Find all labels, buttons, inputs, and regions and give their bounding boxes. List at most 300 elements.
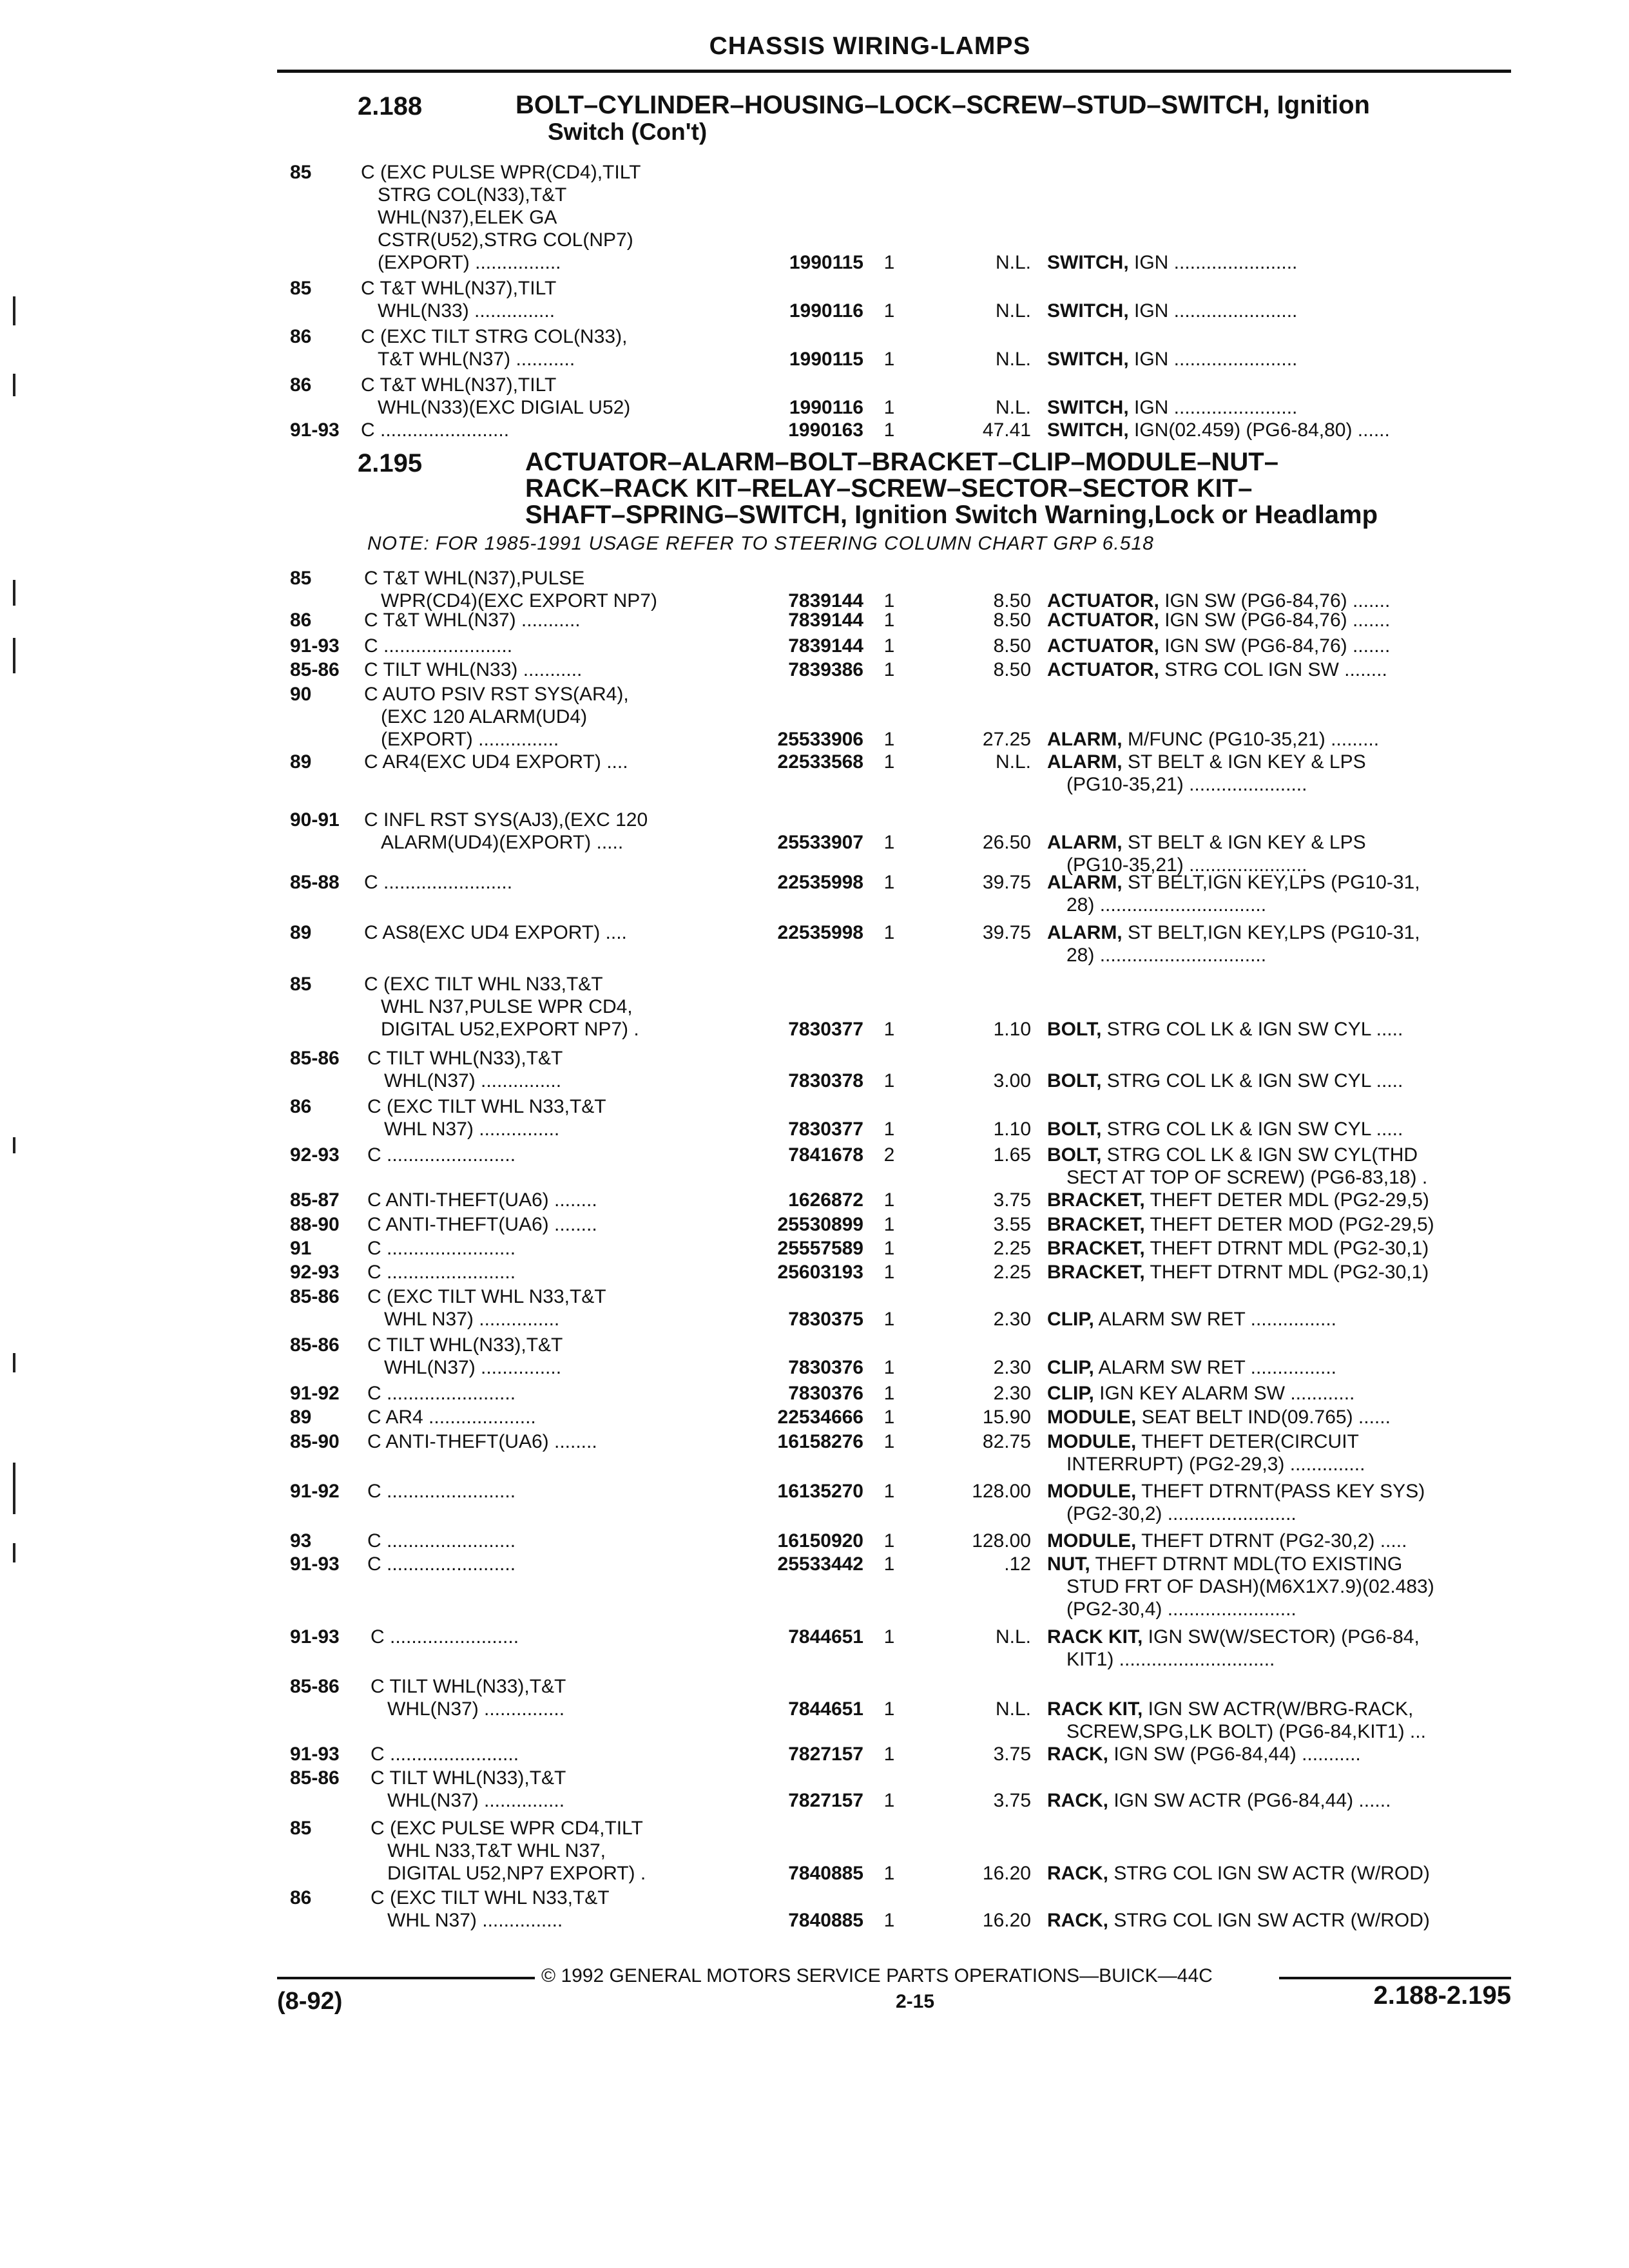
part-number: 7830377 bbox=[788, 1019, 863, 1040]
description-line: WHL(N37) ............... bbox=[387, 1790, 565, 1811]
part-name-line: SECT AT TOP OF SCREW) (PG6-83,18) . bbox=[1066, 1167, 1428, 1188]
part-number: 25603193 bbox=[777, 1262, 863, 1283]
part-name bbox=[1047, 871, 1511, 916]
part-name-keyword: BOLT, bbox=[1047, 1070, 1102, 1091]
part-name-detail: IGN SW ACTR (PG6-84,44) ...... bbox=[1108, 1790, 1391, 1811]
part-name-line: KIT1) ............................. bbox=[1066, 1649, 1275, 1670]
part-name-line bbox=[1047, 1743, 1511, 1765]
part-name bbox=[1047, 1530, 1511, 1552]
part-name-keyword: MODULE, bbox=[1047, 1431, 1137, 1452]
part-number: 22535998 bbox=[777, 922, 863, 943]
part-number: 7830375 bbox=[788, 1309, 863, 1330]
part-name-keyword: BRACKET, bbox=[1047, 1214, 1145, 1235]
part-number: 25533906 bbox=[777, 729, 863, 750]
price: 16.20 bbox=[982, 1863, 1031, 1884]
quantity: 1 bbox=[883, 1407, 895, 1428]
description-line: C TILT WHL(N33),T&T bbox=[367, 1334, 563, 1356]
price: 47.41 bbox=[982, 419, 1031, 441]
description-line: WHL N37) ............... bbox=[384, 1309, 560, 1330]
part-name-line bbox=[1047, 1018, 1511, 1041]
part-name-detail: THEFT DTRNT MDL (PG2-30,1) bbox=[1144, 1238, 1429, 1259]
quantity: 1 bbox=[883, 1357, 895, 1378]
part-name-detail: ALARM SW RET ................ bbox=[1094, 1309, 1336, 1330]
part-name-line: (PG10-35,21) ...................... bbox=[1066, 774, 1307, 795]
part-name-detail: IGN ....................... bbox=[1128, 349, 1298, 370]
header-rule bbox=[277, 70, 1511, 73]
part-name bbox=[1047, 609, 1511, 631]
quantity: 1 bbox=[883, 1309, 895, 1330]
part-name-line: STUD FRT OF DASH)(M6X1X7.9)(02.483) bbox=[1066, 1576, 1434, 1597]
model-year: 89 bbox=[290, 751, 312, 773]
part-name bbox=[1047, 1909, 1511, 1932]
model-year: 85 bbox=[290, 278, 312, 299]
description-line: C ........................ bbox=[367, 1481, 516, 1502]
model-year: 93 bbox=[290, 1530, 312, 1552]
description-line: C ........................ bbox=[367, 1144, 516, 1166]
price: N.L. bbox=[995, 252, 1031, 273]
part-name-line bbox=[1047, 1553, 1511, 1575]
price: 1.10 bbox=[993, 1019, 1031, 1040]
part-name-keyword: SWITCH, bbox=[1047, 397, 1129, 418]
part-name-keyword: CLIP, bbox=[1047, 1309, 1094, 1330]
model-year: 85-87 bbox=[290, 1189, 340, 1211]
part-name-line bbox=[1047, 348, 1511, 370]
description-line: DIGITAL U52,NP7 EXPORT) . bbox=[387, 1863, 646, 1884]
part-name bbox=[1047, 251, 1511, 274]
part-name-line bbox=[1047, 1909, 1511, 1932]
part-name-line bbox=[1047, 1144, 1511, 1166]
model-year: 90-91 bbox=[290, 809, 340, 831]
part-number: 16150920 bbox=[777, 1530, 863, 1552]
description-line: C (EXC TILT WHL N33,T&T bbox=[364, 974, 603, 995]
price: 8.50 bbox=[993, 659, 1031, 680]
part-number: 7840885 bbox=[788, 1863, 863, 1884]
part-name-detail: THEFT DETER MOD (PG2-29,5) bbox=[1144, 1214, 1434, 1235]
model-year: 85-86 bbox=[290, 1676, 340, 1697]
part-name-keyword: ALARM, bbox=[1047, 729, 1123, 750]
part-name-line bbox=[1047, 1261, 1511, 1283]
group-title-line: RACK–RACK KIT–RELAY–SCREW–SECTOR–SECTOR KIT– bbox=[525, 474, 1253, 503]
part-name-keyword: SWITCH, bbox=[1047, 349, 1129, 370]
description-line: C (EXC TILT WHL N33,T&T bbox=[367, 1096, 606, 1117]
description-line: C T&T WHL(N37),TILT bbox=[361, 278, 557, 299]
part-name-detail: IGN ....................... bbox=[1128, 300, 1298, 322]
description-line: C INFL RST SYS(AJ3),(EXC 120 bbox=[364, 809, 648, 831]
part-number: 7830376 bbox=[788, 1383, 863, 1404]
price: 16.20 bbox=[982, 1910, 1031, 1931]
part-name-line bbox=[1047, 1698, 1511, 1720]
part-name bbox=[1047, 396, 1511, 419]
part-name-detail: IGN SW (PG6-84,76) ....... bbox=[1159, 610, 1391, 631]
quantity: 1 bbox=[883, 1383, 895, 1404]
description-line: C TILT WHL(N33) ........... bbox=[364, 659, 583, 680]
quantity: 1 bbox=[883, 659, 895, 680]
description-line: C ........................ bbox=[364, 635, 513, 657]
model-year: 85 bbox=[290, 568, 312, 589]
description-line: C TILT WHL(N33),T&T bbox=[371, 1767, 566, 1789]
part-name-detail: M/FUNC (PG10-35,21) ......... bbox=[1122, 729, 1380, 750]
quantity: 1 bbox=[883, 1262, 895, 1283]
description-line: C (EXC TILT WHL N33,T&T bbox=[371, 1887, 610, 1908]
part-number: 7844651 bbox=[788, 1626, 863, 1648]
part-name-line: (PG10-35,21) ...................... bbox=[1066, 854, 1307, 876]
price: N.L. bbox=[995, 751, 1031, 773]
part-name bbox=[1047, 1356, 1511, 1379]
price: 15.90 bbox=[982, 1407, 1031, 1428]
quantity: 1 bbox=[883, 1744, 895, 1765]
part-name-keyword: RACK, bbox=[1047, 1910, 1108, 1931]
quantity: 1 bbox=[883, 1019, 895, 1040]
description-line: C AR4 .................... bbox=[367, 1407, 536, 1428]
part-name-line bbox=[1047, 751, 1511, 773]
description-line: C ANTI-THEFT(UA6) ........ bbox=[367, 1189, 597, 1211]
price: 1.65 bbox=[993, 1144, 1031, 1166]
description-line: STRG COL(N33),T&T bbox=[378, 184, 567, 206]
part-name-line: SCREW,SPG,LK BOLT) (PG6-84,KIT1) ... bbox=[1066, 1721, 1426, 1742]
model-year: 91-93 bbox=[290, 1744, 340, 1765]
model-year: 85-86 bbox=[290, 1334, 340, 1356]
part-name-line bbox=[1047, 1406, 1511, 1428]
part-name bbox=[1047, 1018, 1511, 1041]
price: 2.30 bbox=[993, 1357, 1031, 1378]
description-line: DIGITAL U52,EXPORT NP7) . bbox=[381, 1019, 639, 1040]
description-line: WHL(N33) ............... bbox=[378, 300, 555, 322]
part-name-line: INTERRUPT) (PG2-29,3) .............. bbox=[1066, 1454, 1365, 1475]
part-number: 7830377 bbox=[788, 1119, 863, 1140]
part-name-keyword: ACTUATOR, bbox=[1047, 635, 1159, 657]
part-name bbox=[1047, 1308, 1511, 1331]
model-year: 85-86 bbox=[290, 1767, 340, 1789]
part-number: 7839144 bbox=[788, 635, 863, 657]
part-name-keyword: ACTUATOR, bbox=[1047, 659, 1159, 680]
part-name-keyword: BRACKET, bbox=[1047, 1262, 1145, 1283]
model-year: 89 bbox=[290, 922, 312, 943]
price: 2.25 bbox=[993, 1262, 1031, 1283]
part-name-line bbox=[1047, 1189, 1511, 1211]
part-name-keyword: RACK, bbox=[1047, 1790, 1108, 1811]
description-line: C ANTI-THEFT(UA6) ........ bbox=[367, 1431, 597, 1452]
quantity: 1 bbox=[883, 1790, 895, 1811]
quantity: 1 bbox=[883, 349, 895, 370]
part-name-detail: ALARM SW RET ................ bbox=[1094, 1357, 1336, 1378]
part-name-keyword: SWITCH, bbox=[1047, 300, 1129, 322]
price: 8.50 bbox=[993, 590, 1031, 611]
scan-edge-mark bbox=[13, 1463, 15, 1514]
group-number: 2.195 bbox=[358, 449, 423, 477]
part-name-keyword: MODULE, bbox=[1047, 1530, 1137, 1552]
part-name-keyword: ALARM, bbox=[1047, 872, 1123, 893]
part-name-keyword: RACK KIT, bbox=[1047, 1626, 1143, 1648]
part-number: 7827157 bbox=[788, 1744, 863, 1765]
model-year: 86 bbox=[290, 326, 312, 347]
part-name bbox=[1047, 1743, 1511, 1765]
description-line: WHL(N37) ............... bbox=[384, 1357, 562, 1378]
part-name-line bbox=[1047, 1789, 1511, 1812]
part-name-line bbox=[1047, 251, 1511, 274]
part-name bbox=[1047, 348, 1511, 370]
part-name-detail: THEFT DTRNT (PG2-30,2) ..... bbox=[1136, 1530, 1407, 1552]
model-year: 91-92 bbox=[290, 1383, 340, 1404]
model-year: 90 bbox=[290, 684, 312, 705]
price: 1.10 bbox=[993, 1119, 1031, 1140]
description-line: C AUTO PSIV RST SYS(AR4), bbox=[364, 684, 629, 705]
part-name bbox=[1047, 1862, 1511, 1885]
part-name-line bbox=[1047, 728, 1511, 751]
price: 39.75 bbox=[982, 872, 1031, 893]
part-name-line bbox=[1047, 658, 1511, 681]
part-number: 22535998 bbox=[777, 872, 863, 893]
part-name-line bbox=[1047, 1356, 1511, 1379]
part-name bbox=[1047, 1144, 1511, 1189]
part-name-keyword: BRACKET, bbox=[1047, 1238, 1145, 1259]
model-year: 85 bbox=[290, 974, 312, 995]
description-line: WHL N37) ............... bbox=[384, 1119, 560, 1140]
part-name-keyword: BOLT, bbox=[1047, 1144, 1102, 1166]
part-name-detail: IGN SW (PG6-84,44) ........... bbox=[1108, 1744, 1361, 1765]
part-name-detail: IGN SW (PG6-84,76) ....... bbox=[1159, 590, 1391, 611]
part-name-line bbox=[1047, 419, 1511, 441]
quantity: 1 bbox=[883, 397, 895, 418]
part-name-line bbox=[1047, 831, 1511, 854]
part-name bbox=[1047, 1406, 1511, 1428]
part-name-line bbox=[1047, 1118, 1511, 1140]
part-name-detail: IGN ....................... bbox=[1128, 252, 1298, 273]
usage-note: NOTE: FOR 1985-1991 USAGE REFER TO STEERING COLUMN CHART GRP 6.518 bbox=[367, 533, 1154, 554]
description-line: (EXPORT) ............... bbox=[381, 729, 559, 750]
quantity: 1 bbox=[883, 922, 895, 943]
price: N.L. bbox=[995, 1626, 1031, 1648]
quantity: 1 bbox=[883, 1238, 895, 1259]
part-name-detail: IGN SW ACTR(W/BRG-RACK, bbox=[1142, 1698, 1414, 1720]
part-number: 7839386 bbox=[788, 659, 863, 680]
quantity: 1 bbox=[883, 1481, 895, 1502]
description-line: C T&T WHL(N37) ........... bbox=[364, 610, 581, 631]
model-year: 85-86 bbox=[290, 1048, 340, 1069]
group-title-line: BOLT–CYLINDER–HOUSING–LOCK–SCREW–STUD–SWITCH, Ignition bbox=[516, 91, 1370, 119]
quantity: 1 bbox=[883, 1070, 895, 1091]
price: 3.75 bbox=[993, 1189, 1031, 1211]
part-number: 25530899 bbox=[777, 1214, 863, 1235]
part-name bbox=[1047, 921, 1511, 966]
part-name-keyword: ALARM, bbox=[1047, 922, 1123, 943]
price: 128.00 bbox=[972, 1530, 1031, 1552]
model-year: 88-90 bbox=[290, 1214, 340, 1235]
part-name bbox=[1047, 300, 1511, 322]
part-name bbox=[1047, 1261, 1511, 1283]
price: 3.00 bbox=[993, 1070, 1031, 1091]
part-number: 7839144 bbox=[788, 590, 863, 611]
quantity: 1 bbox=[883, 872, 895, 893]
part-number: 25557589 bbox=[777, 1238, 863, 1259]
price: 82.75 bbox=[982, 1431, 1031, 1452]
part-number: 1990163 bbox=[788, 419, 863, 441]
part-name bbox=[1047, 1189, 1511, 1211]
quantity: 1 bbox=[883, 590, 895, 611]
model-year: 86 bbox=[290, 1096, 312, 1117]
description-line: C AR4(EXC UD4 EXPORT) .... bbox=[364, 751, 628, 773]
part-name-line bbox=[1047, 871, 1511, 894]
quantity: 1 bbox=[883, 1431, 895, 1452]
part-number: 16135270 bbox=[777, 1481, 863, 1502]
part-name-keyword: CLIP, bbox=[1047, 1383, 1094, 1404]
description-line: (EXC 120 ALARM(UD4) bbox=[381, 706, 588, 727]
quantity: 1 bbox=[883, 300, 895, 322]
part-name-line bbox=[1047, 609, 1511, 631]
description-line: C (EXC TILT STRG COL(N33), bbox=[361, 326, 628, 347]
model-year: 91-93 bbox=[290, 1553, 340, 1575]
description-line: C (EXC PULSE WPR CD4,TILT bbox=[371, 1818, 643, 1839]
scan-edge-mark bbox=[13, 296, 15, 325]
price: 8.50 bbox=[993, 635, 1031, 657]
part-name-detail: STRG COL IGN SW ........ bbox=[1159, 659, 1387, 680]
description-line: WHL(N37),ELEK GA bbox=[378, 207, 557, 228]
quantity: 1 bbox=[883, 1214, 895, 1235]
part-name-keyword: ACTUATOR, bbox=[1047, 590, 1159, 611]
description-line: C T&T WHL(N37),PULSE bbox=[364, 568, 585, 589]
model-year: 85 bbox=[290, 1818, 312, 1839]
part-name bbox=[1047, 1070, 1511, 1092]
part-number: 7839144 bbox=[788, 610, 863, 631]
description-line: CSTR(U52),STRG COL(NP7) bbox=[378, 229, 633, 251]
quantity: 1 bbox=[883, 751, 895, 773]
part-name-line bbox=[1047, 1070, 1511, 1092]
price: 26.50 bbox=[982, 832, 1031, 853]
scan-edge-mark bbox=[13, 1353, 15, 1372]
description-line: C TILT WHL(N33),T&T bbox=[371, 1676, 566, 1697]
part-number: 7844651 bbox=[788, 1698, 863, 1720]
part-name-detail: ST BELT,IGN KEY,LPS (PG10-31, bbox=[1122, 872, 1420, 893]
scan-edge-mark bbox=[13, 1137, 15, 1153]
part-number: 7840885 bbox=[788, 1910, 863, 1931]
part-name bbox=[1047, 1626, 1511, 1671]
model-year: 91 bbox=[290, 1238, 312, 1259]
group-title-line: Switch (Con't) bbox=[548, 119, 708, 145]
scan-edge-mark bbox=[13, 374, 15, 396]
part-number: 1990115 bbox=[789, 252, 863, 273]
part-name-line bbox=[1047, 1530, 1511, 1552]
part-name-detail: THEFT DETER(CIRCUIT bbox=[1136, 1431, 1359, 1452]
part-name-keyword: CLIP, bbox=[1047, 1357, 1094, 1378]
description-line: C ........................ bbox=[367, 1238, 516, 1259]
description-line: C ........................ bbox=[364, 872, 513, 893]
price: N.L. bbox=[995, 397, 1031, 418]
part-name bbox=[1047, 1237, 1511, 1260]
part-number: 1990115 bbox=[789, 349, 863, 370]
part-number: 7830378 bbox=[788, 1070, 863, 1091]
description-line: C ........................ bbox=[361, 419, 510, 441]
part-name bbox=[1047, 1118, 1511, 1140]
part-name-detail: ST BELT & IGN KEY & LPS bbox=[1122, 832, 1366, 853]
part-name-line: 28) ............................... bbox=[1066, 894, 1267, 916]
quantity: 1 bbox=[883, 1698, 895, 1720]
part-number: 25533442 bbox=[777, 1553, 863, 1575]
description-line: WHL(N37) ............... bbox=[387, 1698, 565, 1720]
description-line: C ........................ bbox=[367, 1553, 516, 1575]
model-year: 86 bbox=[290, 1887, 312, 1908]
part-name bbox=[1047, 1789, 1511, 1812]
part-name-line: (PG2-30,4) ........................ bbox=[1066, 1599, 1296, 1620]
part-name-detail: THEFT DTRNT MDL(TO EXISTING bbox=[1090, 1553, 1403, 1575]
model-year: 85-88 bbox=[290, 872, 340, 893]
part-name-keyword: ALARM, bbox=[1047, 832, 1123, 853]
description-line: C ........................ bbox=[367, 1383, 516, 1404]
part-name-keyword: MODULE, bbox=[1047, 1481, 1137, 1502]
part-name-detail: STRG COL IGN SW ACTR (W/ROD) bbox=[1108, 1910, 1430, 1931]
part-name-line bbox=[1047, 921, 1511, 944]
price: 39.75 bbox=[982, 922, 1031, 943]
description-line: C ANTI-THEFT(UA6) ........ bbox=[367, 1214, 597, 1235]
part-name-line bbox=[1047, 1430, 1511, 1453]
description-line: C ........................ bbox=[371, 1626, 519, 1648]
model-year: 86 bbox=[290, 610, 312, 631]
part-name-detail: IGN SW(W/SECTOR) (PG6-84, bbox=[1142, 1626, 1420, 1648]
part-name-line: 28) ............................... bbox=[1066, 945, 1267, 966]
part-name-detail: STRG COL LK & IGN SW CYL ..... bbox=[1101, 1119, 1403, 1140]
price: N.L. bbox=[995, 1698, 1031, 1720]
part-name-line bbox=[1047, 635, 1511, 657]
price: 2.25 bbox=[993, 1238, 1031, 1259]
part-name-detail: ST BELT,IGN KEY,LPS (PG10-31, bbox=[1122, 922, 1420, 943]
description-line: WHL N37) ............... bbox=[387, 1910, 563, 1931]
price: N.L. bbox=[995, 300, 1031, 322]
part-name-keyword: BOLT, bbox=[1047, 1019, 1102, 1040]
part-number: 1626872 bbox=[788, 1189, 863, 1211]
price: 27.25 bbox=[982, 729, 1031, 750]
quantity: 2 bbox=[883, 1144, 895, 1166]
part-name-line bbox=[1047, 1626, 1511, 1648]
part-name-keyword: RACK, bbox=[1047, 1744, 1108, 1765]
price: 2.30 bbox=[993, 1309, 1031, 1330]
part-number: 22533568 bbox=[777, 751, 863, 773]
footer-group-range: 2.188-2.195 bbox=[1373, 1981, 1511, 2010]
description-line: WHL(N37) ............... bbox=[384, 1070, 562, 1091]
group-title bbox=[516, 92, 1508, 145]
part-name-keyword: SWITCH, bbox=[1047, 252, 1129, 273]
quantity: 1 bbox=[883, 1119, 895, 1140]
part-name-detail: THEFT DTRNT MDL (PG2-30,1) bbox=[1144, 1262, 1429, 1283]
part-name-line: (PG2-30,2) ........................ bbox=[1066, 1503, 1296, 1524]
price: .12 bbox=[1004, 1553, 1031, 1575]
part-name-line bbox=[1047, 1480, 1511, 1503]
quantity: 1 bbox=[883, 1189, 895, 1211]
part-name-detail: STRG COL LK & IGN SW CYL(THD bbox=[1101, 1144, 1418, 1166]
part-name-keyword: ALARM, bbox=[1047, 751, 1123, 773]
part-name-detail: STRG COL IGN SW ACTR (W/ROD) bbox=[1108, 1863, 1430, 1884]
description-line: ALARM(UD4)(EXPORT) ..... bbox=[381, 832, 624, 853]
footer-rule-left bbox=[277, 1977, 535, 1979]
description-line: T&T WHL(N37) ........... bbox=[378, 349, 575, 370]
footer-rule-right bbox=[1279, 1977, 1511, 1979]
footer-page-number: 2-15 bbox=[895, 1991, 935, 2012]
quantity: 1 bbox=[883, 1626, 895, 1648]
part-name-detail: STRG COL LK & IGN SW CYL ..... bbox=[1101, 1019, 1403, 1040]
part-name-keyword: RACK KIT, bbox=[1047, 1698, 1143, 1720]
model-year: 85-86 bbox=[290, 1286, 340, 1307]
part-number: 1990116 bbox=[789, 397, 863, 418]
description-line: WHL N37,PULSE WPR CD4, bbox=[381, 996, 633, 1017]
part-name-detail: THEFT DTRNT(PASS KEY SYS) bbox=[1136, 1481, 1425, 1502]
quantity: 1 bbox=[883, 1863, 895, 1884]
description-line: C ........................ bbox=[367, 1530, 516, 1552]
description-line: WPR(CD4)(EXC EXPORT NP7) bbox=[381, 590, 657, 611]
description-line: WHL N33,T&T WHL N37, bbox=[387, 1840, 606, 1861]
scan-edge-mark bbox=[13, 580, 15, 606]
price: 128.00 bbox=[972, 1481, 1031, 1502]
price: 3.55 bbox=[993, 1214, 1031, 1235]
part-name bbox=[1047, 658, 1511, 681]
quantity: 1 bbox=[883, 419, 895, 441]
group-number: 2.188 bbox=[358, 92, 423, 120]
